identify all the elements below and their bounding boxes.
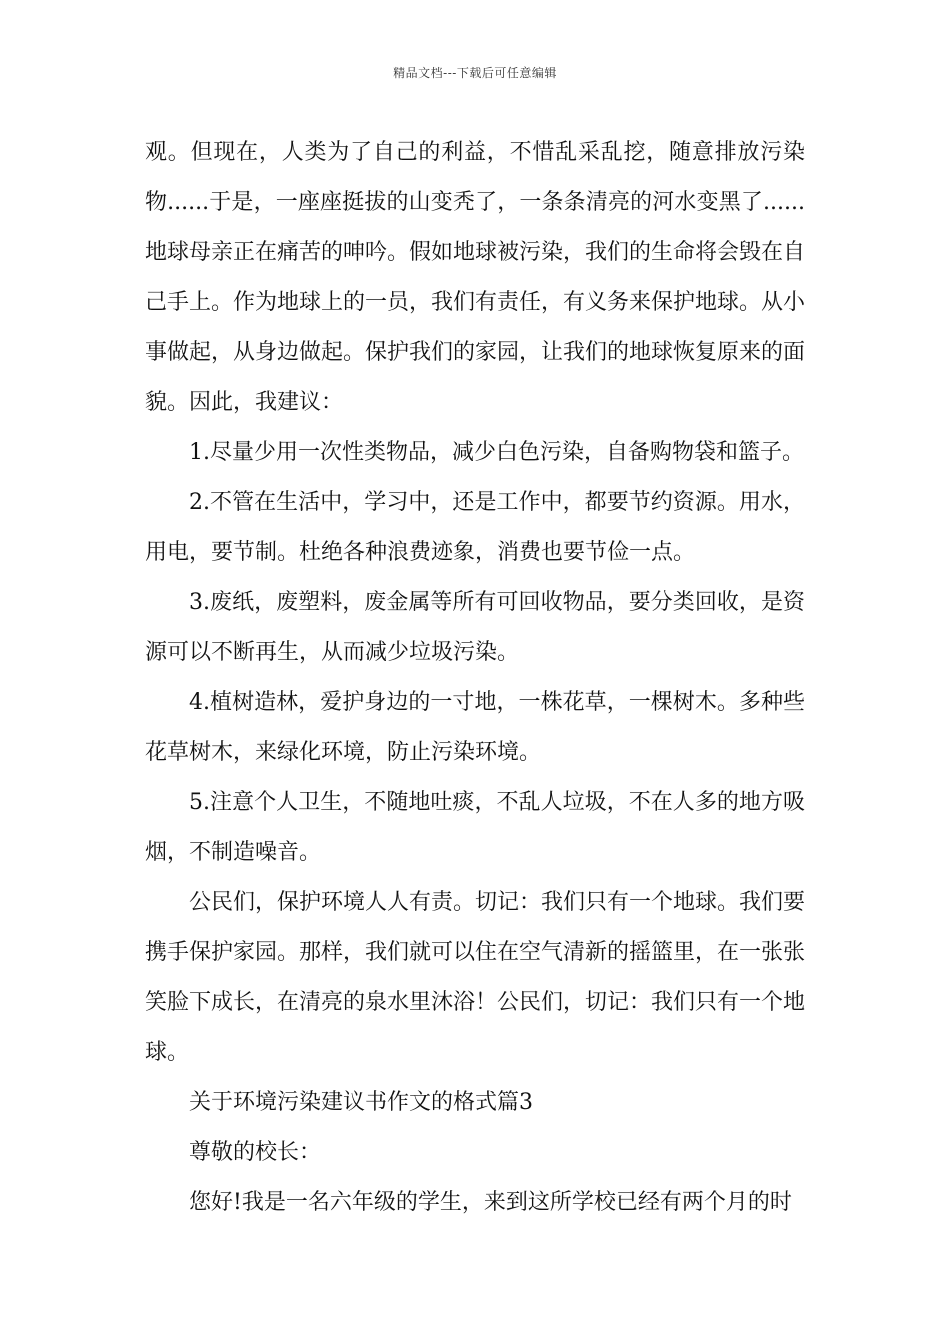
suggestion-item-5: 5.注意个人卫生，不随地吐痰，不乱人垃圾，不在人多的地方吸烟，不制造噪音。 — [145, 790, 805, 865]
letter-opening: 您好!我是一名六年级的学生，来到这所学校已经有两个月的时 — [189, 1190, 792, 1215]
section-title: 关于环境污染建议书作文的格式篇3 — [189, 1090, 533, 1115]
document-body — [145, 128, 805, 1228]
paragraph-conclusion: 公民们，保护环境人人有责。切记：我们只有一个地球。我们要携手保护家园。那样，我们就可以住在空气清新的摇篮里，在一张张笑脸下成长，在清亮的泉水里沐浴！公民们，切记：我们只有一个地球。 — [145, 890, 806, 1065]
suggestion-item-4: 4.植树造林，爱护身边的一寸地，一株花草，一棵树木。多种些花草树木，来绿化环境，防止污染环境。 — [145, 690, 805, 765]
suggestion-item-2: 2.不管在生活中，学习中，还是工作中，都要节约资源。用水，用电，要节制。杜绝各种浪费迹象，消费也要节俭一点。 — [145, 490, 805, 565]
paragraph-intro: 观。但现在，人类为了自己的利益，不惜乱采乱挖，随意排放污染物......于是，一座座挺拔的山变秃了，一条条清亮的河水变黑了......地球母亲正在痛苦的呻吟。假如地球被污染，我们的生命将会毁在自己手上。作为地球上的一员，我们有责任，有义务来保护地球。从小事做起，从身边做起。保护我们的家园，让我们的地球恢复原来的面貌。因此，我建议： — [145, 140, 806, 415]
suggestion-item-1: 1.尽量少用一次性类物品，减少白色污染，自备购物袋和篮子。 — [189, 440, 804, 465]
page-header: 精品文档---下载后可任意编辑 — [393, 66, 557, 80]
letter-salutation: 尊敬的校长： — [189, 1140, 322, 1165]
suggestion-item-3: 3.废纸，废塑料，废金属等所有可回收物品，要分类回收，是资源可以不断再生，从而减少垃圾污染。 — [145, 590, 805, 665]
